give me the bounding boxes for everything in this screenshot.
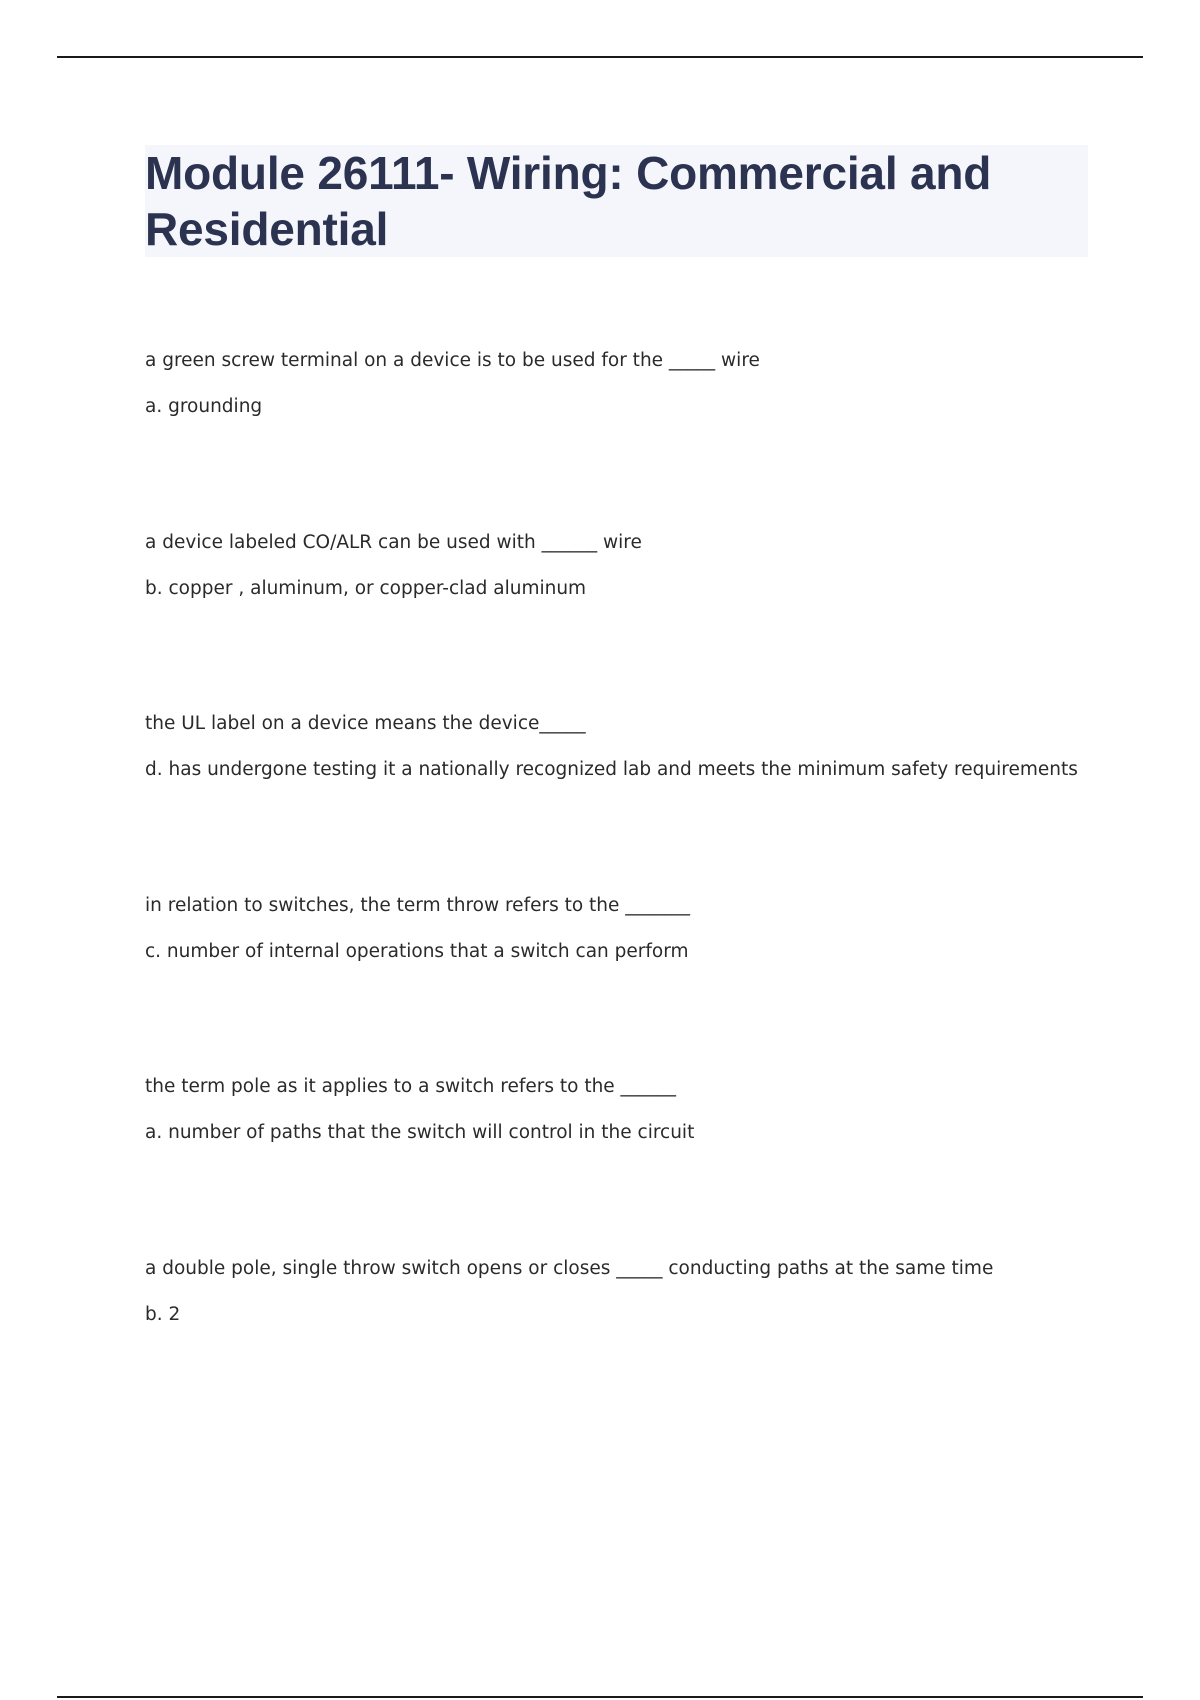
question-block-4: [145, 894, 1105, 964]
question-block-3: [145, 712, 1105, 782]
bottom-divider: [57, 1696, 1143, 1698]
question-text: the UL label on a device means the device_____: [145, 713, 586, 734]
title-block: [145, 145, 1088, 257]
question-block-5: [145, 1075, 1105, 1145]
answer-text: b. copper , aluminum, or copper-clad aluminum: [145, 578, 587, 599]
answer-text: b. 2: [145, 1304, 181, 1325]
top-divider: [57, 56, 1143, 58]
question-block-1: [145, 349, 1105, 419]
question-text: a double pole, single throw switch opens or closes _____ conducting paths at the same time: [145, 1258, 994, 1279]
question-text: in relation to switches, the term throw refers to the _______: [145, 895, 691, 916]
question-text: the term pole as it applies to a switch refers to the ______: [145, 1076, 677, 1097]
answer-text: d. has undergone testing it a nationally recognized lab and meets the minimum safety requirements: [145, 759, 1078, 780]
question-text: a device labeled CO/ALR can be used with ______ wire: [145, 532, 642, 553]
answer-text: c. number of internal operations that a switch can perform: [145, 941, 689, 962]
question-text: a green screw terminal on a device is to be used for the _____ wire: [145, 350, 760, 371]
answer-text: a. number of paths that the switch will control in the circuit: [145, 1122, 695, 1143]
question-block-6: [145, 1257, 1105, 1327]
answer-text: a. grounding: [145, 396, 263, 417]
page-title: Module 26111- Wiring: Commercial and Residential: [145, 147, 992, 255]
question-block-2: [145, 531, 1105, 601]
